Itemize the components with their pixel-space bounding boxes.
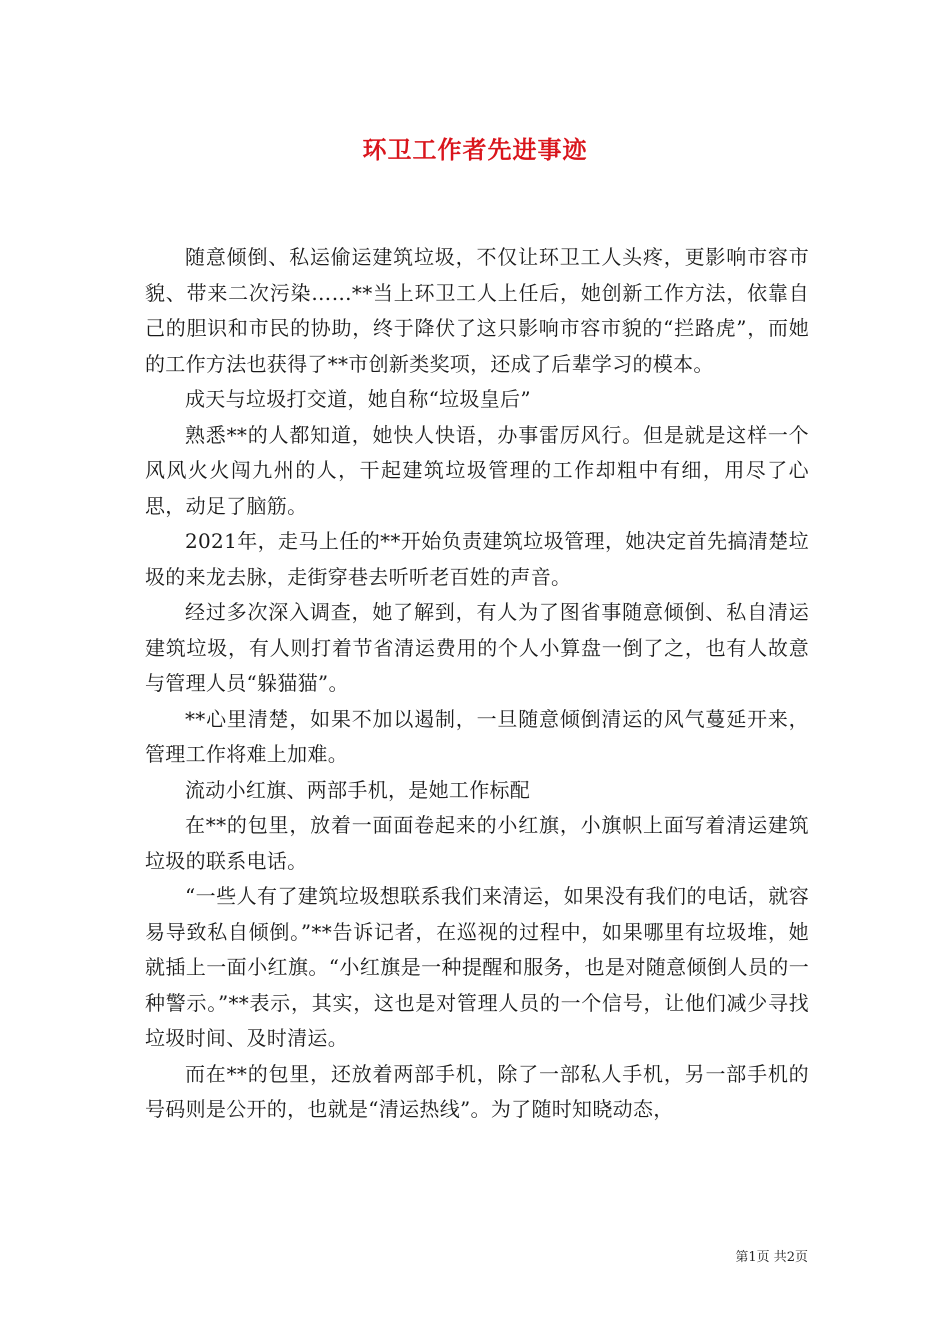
paragraph-intro: 随意倾倒、私运偷运建筑垃圾，不仅让环卫工人头疼，更影响市容市貌、带来二次污染……**当上环卫工人上任后，她创新工作方法，依靠自己的胆识和市民的协助，终于降伏了这只影响市容市貌的“拦路虎”，而她的工作方法也获得了**市创新类奖项，还成了后辈学习的模本。 xyxy=(145,245,809,376)
paragraph-investigation: 经过多次深入调查，她了解到，有人为了图省事随意倾倒、私自清运建筑垃圾，有人则打着节省清运费用的个人小算盘一倒了之，也有人故意与管理人员“躲猫猫”。 xyxy=(145,600,809,695)
subheading-red-flag: 流动小红旗、两部手机，是她工作标配 xyxy=(185,777,531,802)
document-title: 环卫工作者先进事迹 xyxy=(362,135,588,164)
paragraph-red-flags: 在**的包里，放着一面面卷起来的小红旗，小旗帜上面写着清运建筑垃圾的联系电话。 xyxy=(145,813,809,873)
paragraph-2021: 2021年，走马上任的**开始负责建筑垃圾管理，她决定首先搞清楚垃圾的来龙去脉，走街穿巷去听听老百姓的声音。 xyxy=(145,529,809,589)
paragraph-concern: **心里清楚，如果不加以遏制，一旦随意倾倒清运的风气蔓延开来，管理工作将难上加难。 xyxy=(145,706,809,766)
paragraph-personality: 熟悉**的人都知道，她快人快语，办事雷厉风行。但是就是这样一个风风火火闯九州的人，干起建筑垃圾管理的工作却粗中有细，用尽了心思，动足了脑筋。 xyxy=(145,422,809,518)
document-body xyxy=(145,240,809,1128)
subheading-garbage-queen: 成天与垃圾打交道，她自称“垃圾皇后” xyxy=(185,387,531,411)
paragraph-quote: “一些人有了建筑垃圾想联系我们来清运，如果没有我们的电话，就容易导致私自倾倒。”**告诉记者，在巡视的过程中，如果哪里有垃圾堆，她就插上一面小红旗。“小红旗是一种提醒和服务，也是对随意倾倒人员的一种警示。”**表示，其实，这也是对管理人员的一个信号，让他们减少寻找垃圾时间、及时清运。 xyxy=(145,884,809,1050)
paragraph-phones: 而在**的包里，还放着两部手机，除了一部私人手机，另一部手机的号码则是公开的，也就是“清运热线”。为了随时知晓动态， xyxy=(145,1061,809,1121)
page-number: 第1页 共2页 xyxy=(735,1250,808,1265)
